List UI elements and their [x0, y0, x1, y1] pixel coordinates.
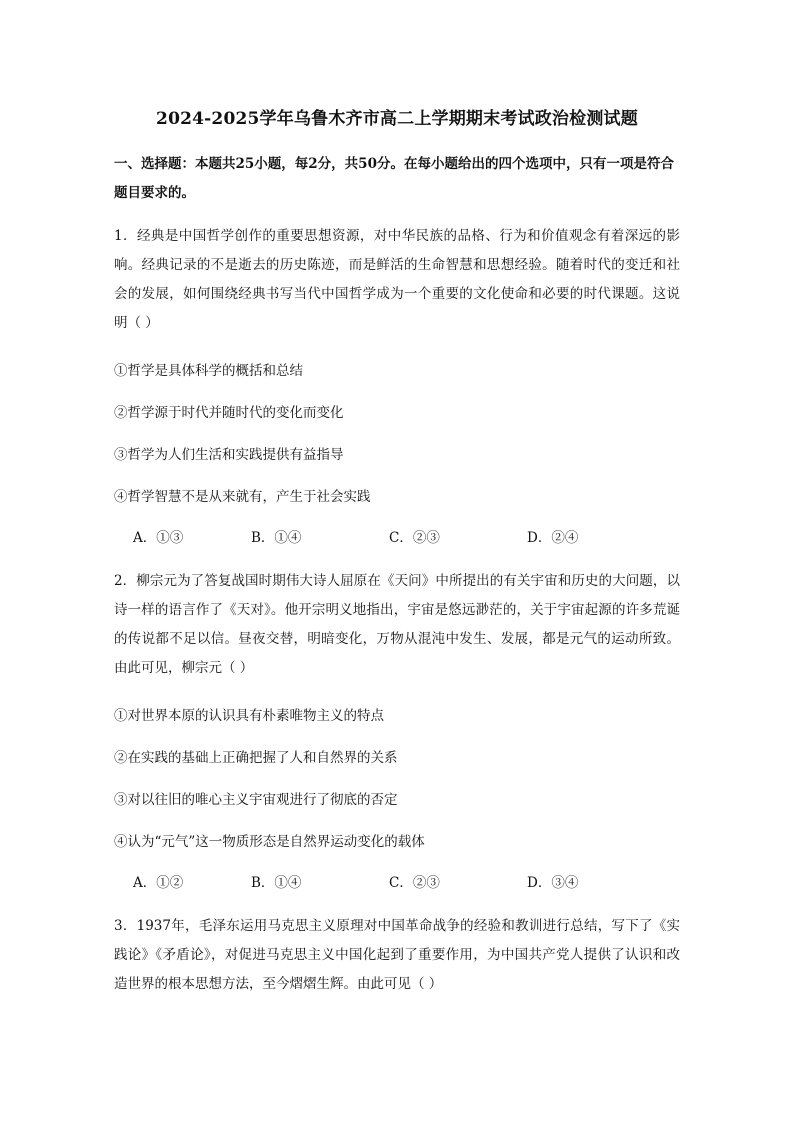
- question-2-option-4: ④认为“元气”这一物质形态是自然界运动变化的载体: [114, 834, 425, 850]
- page-title: 2024-2025学年乌鲁木齐市高二上学期期末考试政治检测试题: [156, 109, 638, 129]
- question-2-choice-d: D．③④: [527, 875, 579, 891]
- question-1-stem: 1．经典是中国哲学创作的重要思想资源，对中华民族的品格、行为和价值观念有着深远的影响。经典记录的不是逝去的历史陈迹，而是鲜活的生命智慧和思想经验。随着时代的变迁和社会的发展，如何围绕经典书写当代中国哲学成为一个重要的文化使命和必要的时代课题。这说明（ ）: [114, 228, 680, 331]
- question-1-option-1: ①哲学是具体科学的概括和总结: [114, 363, 303, 379]
- question-1-option-4: ④哲学智慧不是从来就有，产生于社会实践: [114, 489, 371, 505]
- question-1-choice-a: A．①③: [133, 530, 184, 546]
- question-2-choice-b: B．①④: [251, 875, 302, 891]
- question-1-choice-b: B．①④: [251, 530, 302, 546]
- question-2-option-2: ②在实践的基础上正确把握了人和自然界的关系: [114, 750, 398, 766]
- question-2-choice-c: C．②③: [389, 875, 440, 891]
- question-2-option-3: ③对以往旧的唯心主义宇宙观进行了彻底的否定: [114, 792, 398, 808]
- question-2-stem: 2．柳宗元为了答复战国时期伟大诗人屈原在《天问》中所提出的有关宇宙和历史的大问题，以诗一样的语言作了《天对》。他开宗明义地指出，宇宙是悠远渺茫的，关于宇宙起源的许多荒诞的传说都不足以信。昼夜交替，明暗变化，万物从混沌中发生、发展，都是元气的运动所致。由此可见，柳宗元（ ）: [114, 573, 680, 676]
- question-1-choice-d: D．②④: [527, 530, 579, 546]
- question-1-choice-c: C．②③: [389, 530, 440, 546]
- question-2-option-1: ①对世界本原的认识具有朴素唯物主义的特点: [114, 708, 384, 724]
- question-2-choice-a: A．①②: [133, 875, 184, 891]
- section-heading: 一、选择题：本题共25小题，每2分，共50分。在每小题给出的四个选项中，只有一项是符合题目要求的。: [114, 156, 674, 201]
- question-1-option-3: ③哲学为人们生活和实践提供有益指导: [114, 447, 344, 463]
- question-3-stem: 3．1937年，毛泽东运用马克思主义原理对中国革命战争的经验和教训进行总结，写下了《实践论》《矛盾论》，对促进马克思主义中国化起到了重要作用，为中国共产党人提供了认识和改造世界的根本思想方法，至今熠熠生辉。由此可见（ ）: [114, 918, 680, 992]
- question-1-option-2: ②哲学源于时代并随时代的变化而变化: [114, 405, 344, 421]
